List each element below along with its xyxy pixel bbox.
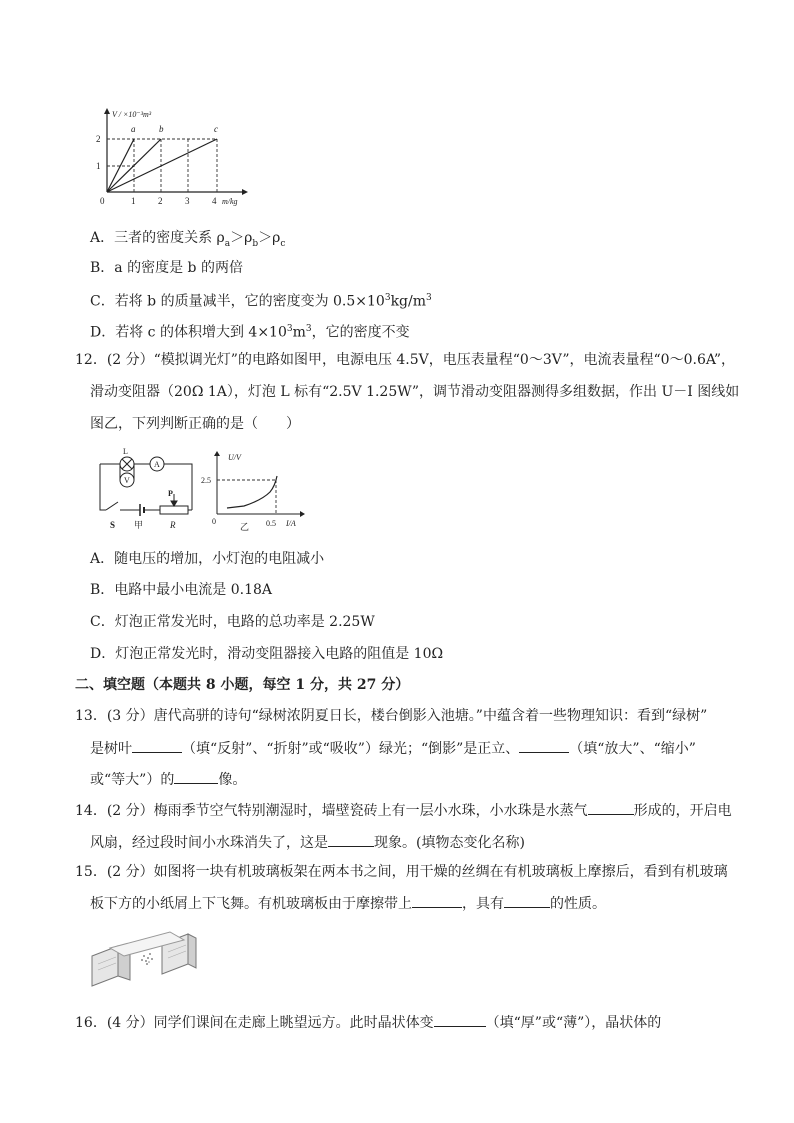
- q12-option-d: D．灯泡正常发光时，滑动变阻器接入电路的阻值是 10Ω: [90, 646, 444, 662]
- circuit-label-jia: 甲: [134, 520, 144, 530]
- line-label-a: a: [131, 124, 136, 134]
- q15-line2: 板下方的小纸屑上下飞舞。有机玻璃板由于摩擦带上 ，具有 的性质。: [90, 893, 606, 914]
- q13-line2: 是树叶 （填“反射”、“折射”或“吸收”）绿光；“倒影”是正立、 （填“放大”、“缩小”: [90, 738, 696, 759]
- answer-blank[interactable]: [174, 769, 218, 784]
- q12-stem-line3: 图乙，下列判断正确的是（ ）: [90, 416, 300, 432]
- circuit-diagram: [90, 444, 210, 534]
- answer-blank[interactable]: [519, 738, 569, 753]
- graph-origin: 0: [212, 517, 216, 526]
- line-label-c: c: [214, 124, 218, 134]
- voltmeter-label-V: V: [124, 476, 130, 485]
- q11-option-b: B．a 的密度是 b 的两倍: [90, 260, 243, 276]
- plexiglass-illustration: [88, 926, 198, 990]
- answer-blank[interactable]: [132, 738, 182, 753]
- graph-x-label: I/A: [286, 519, 296, 528]
- density-graph: [92, 106, 252, 214]
- q11-option-a: A．三者的密度关系 $\rho_a>\rho_b>\rho_c$: [90, 230, 286, 249]
- q13-line1: 13．(3 分）唐代高骈的诗句“绿树浓阴夏日长，楼台倒影入池塘。”中蕴含着一些物理知识：看到“绿树”: [75, 708, 708, 724]
- x-tick-2: 2: [158, 196, 163, 206]
- q16-line1: 16．(4 分）同学们课间在走廊上眺望远方。此时晶状体变 （填“厚”或“薄”），晶状体的: [75, 1012, 661, 1033]
- answer-blank[interactable]: [328, 832, 374, 847]
- section-heading: 二、填空题（本题共 8 小题，每空 1 分，共 27 分）: [75, 677, 410, 693]
- slider-label-P: P: [168, 489, 173, 498]
- ammeter-label-A: A: [154, 460, 160, 469]
- q11-option-c: C．若将 b 的质量减半，它的密度变为 $0.5\times 10^3kg/m^3$: [90, 293, 432, 310]
- answer-blank[interactable]: [588, 800, 634, 815]
- q13-line3: 或“等大”）的 像。: [90, 769, 246, 790]
- graph-x-tick: 0.5: [266, 519, 276, 528]
- x-axis-label: m/kg: [222, 197, 238, 206]
- q12-option-c: C．灯泡正常发光时，电路的总功率是 2.25W: [90, 614, 375, 630]
- q12-stem-line2: 滑动变阻器（20Ω 1A），灯泡 L 标有“2.5V 1.25W”，调节滑动变阻器测得多组数据，作出 U－I 图线如: [90, 384, 740, 400]
- ui-graph: [200, 450, 310, 536]
- y-tick-2: 2: [96, 134, 101, 144]
- line-label-b: b: [159, 124, 164, 134]
- q14-line2: 风扇，经过段时间小水珠消失了，这是 现象。(填物态变化名称): [90, 832, 525, 853]
- answer-blank[interactable]: [504, 893, 550, 908]
- x-tick-1: 1: [131, 196, 136, 206]
- graph-y-tick: 2.5: [201, 476, 211, 485]
- y-tick-1: 1: [96, 161, 101, 171]
- y-axis-label: V / ×10⁻³m³: [112, 110, 152, 119]
- resistor-label-R: R: [170, 520, 176, 530]
- q12-option-b: B．电路中最小电流是 0.18A: [90, 582, 273, 598]
- x-tick-0: 0: [100, 196, 105, 206]
- q14-line1: 14．(2 分）梅雨季节空气特别潮湿时，墙壁瓷砖上有一层小水珠，小水珠是水蒸气 形成的，开启电: [75, 800, 732, 821]
- graph-label-yi: 乙: [240, 522, 250, 532]
- lamp-label-L: L: [123, 447, 128, 456]
- answer-blank[interactable]: [434, 1012, 486, 1027]
- q12-option-a: A．随电压的增加，小灯泡的电阻减小: [90, 551, 325, 567]
- switch-label-S: S: [110, 520, 116, 530]
- answer-blank[interactable]: [412, 893, 462, 908]
- q11-option-d: D．若将 c 的体积增大到 $4\times 10^3m^3$，它的密度不变: [90, 324, 410, 341]
- x-tick-4: 4: [212, 196, 217, 206]
- q12-stem-line1: 12．(2 分）“模拟调光灯”的电路如图甲，电源电压 4.5V，电压表量程“0～3V”，电流表量程“0～0.6A”，: [75, 352, 736, 368]
- graph-y-label: U/V: [228, 453, 241, 462]
- q15-line1: 15．(2 分）如图将一块有机玻璃板架在两本书之间，用干燥的丝绸在有机玻璃板上摩擦后，看到有机玻璃: [75, 864, 728, 880]
- x-tick-3: 3: [185, 196, 190, 206]
